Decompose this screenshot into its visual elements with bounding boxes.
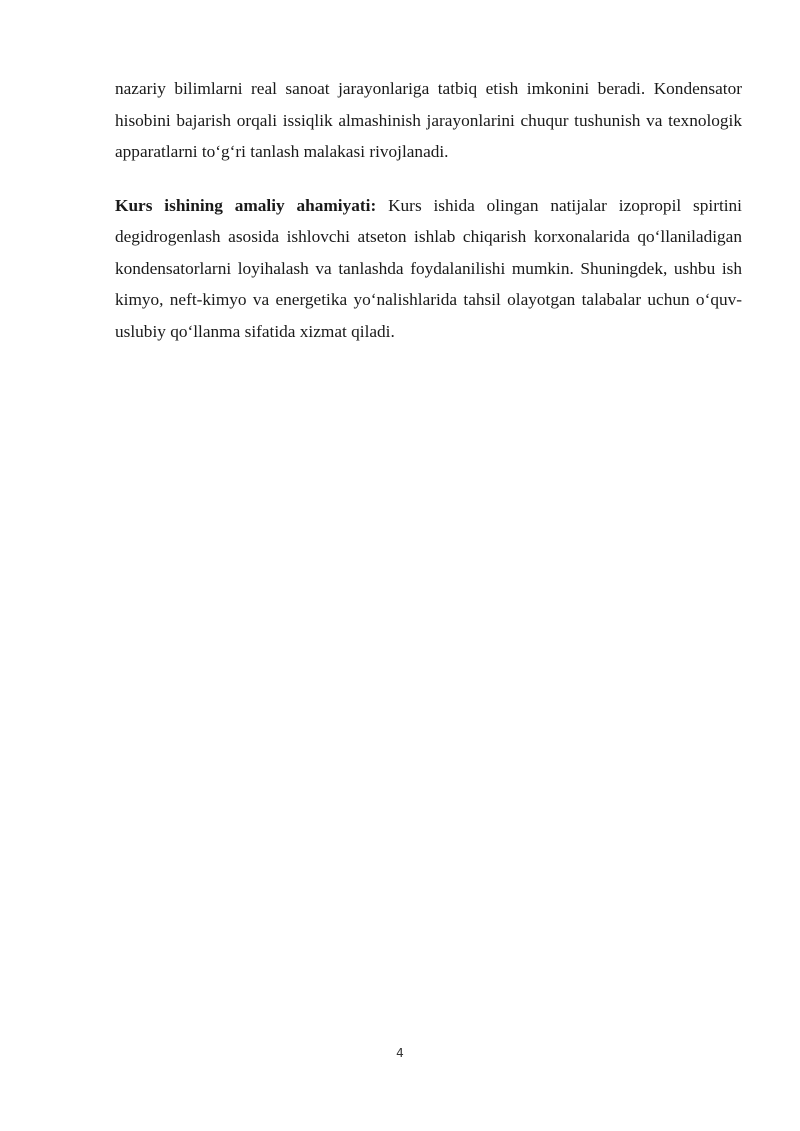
- page-number: 4: [396, 1046, 404, 1060]
- paragraph-practical-significance: [115, 190, 742, 348]
- paragraph-text: Kurs ishida olingan natijalar izopropil spirtini degidrogenlash asosida ishlovchi atseton ishlab chiqarish korxonalarida qo‘llaniladigan kondensatorlarni loyihalash va tanlashda foydalanilishi mumkin. Shuningdek, ushbu ish kimyo, neft-kimyo va energetika yo‘nalishlarida tahsil olayotgan talabalar uchun o‘quv-uslubiy qo‘llanma sifatida xizmat qiladi.: [115, 195, 742, 341]
- paragraph-text: nazariy bilimlarni real sanoat jarayonlariga tatbiq etish imkonini beradi. Kondensator hisobini bajarish orqali issiqlik almashinish jarayonlarini chuqur tushunish va texnologik apparatlarni to‘g‘ri tanlash malakasi rivojlanadi.: [115, 79, 742, 161]
- paragraph-continuation: [115, 73, 742, 168]
- paragraph-heading: Kurs ishining amaliy ahamiyati:: [115, 195, 377, 215]
- page-body: [115, 73, 742, 347]
